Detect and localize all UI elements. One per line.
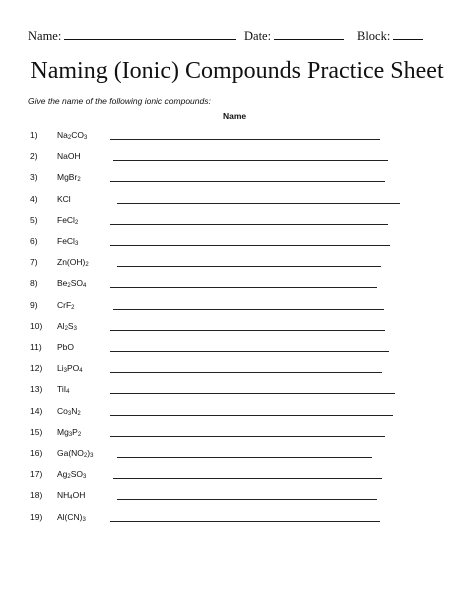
compound-row [0, 151, 474, 165]
compound-row [0, 215, 474, 229]
formula-text: Al(CN) [57, 511, 83, 522]
name-label: Name: [28, 29, 62, 43]
formula-text: N [71, 405, 78, 416]
formula-text: FeCl [57, 236, 75, 246]
answer-blank[interactable] [110, 406, 393, 416]
compound-formula [57, 194, 71, 204]
question-number: 13) [30, 384, 43, 395]
formula-subscript: 2 [77, 431, 82, 438]
compound-row [0, 469, 474, 483]
answer-blank[interactable] [110, 512, 380, 522]
answer-blank[interactable] [110, 342, 389, 352]
question-number: 11) [30, 342, 42, 352]
formula-subscript: 4 [66, 389, 70, 396]
compound-formula [57, 427, 81, 437]
formula-subscript: 3 [73, 325, 77, 332]
formula-text: SO [70, 278, 84, 289]
compound-formula [57, 257, 89, 267]
formula-text: NH [57, 490, 70, 501]
formula-text: KCl [57, 193, 71, 204]
question-number: 15) [30, 426, 43, 437]
compound-formula [57, 363, 83, 373]
formula-subscript: 3 [74, 241, 79, 247]
formula-subscript: 2 [74, 219, 79, 226]
question-number: 17) [30, 469, 43, 480]
student-info-header [28, 28, 448, 46]
compound-row [0, 257, 474, 271]
date-blank[interactable] [274, 28, 344, 40]
compound-formula [57, 512, 86, 522]
answer-blank[interactable] [110, 215, 388, 225]
compound-formula [57, 342, 74, 352]
date-label: Date: [244, 29, 272, 43]
compound-row [0, 427, 474, 441]
compound-formula [57, 172, 81, 182]
answer-blank[interactable] [117, 448, 372, 458]
formula-subscript: 3 [68, 431, 73, 438]
compound-row [0, 363, 474, 377]
formula-text: P [72, 426, 78, 437]
compound-row [0, 490, 474, 504]
formula-subscript: 2 [67, 135, 72, 141]
question-number: 14) [30, 405, 43, 416]
compound-formula [57, 300, 75, 310]
formula-text: TiI [57, 384, 67, 395]
block-label: Block: [357, 29, 391, 43]
question-number: 19) [30, 511, 43, 522]
formula-text: SO [70, 469, 84, 480]
answer-blank[interactable] [117, 257, 381, 267]
page-title: Naming (Ionic) Compounds Practice Sheet [30, 58, 444, 84]
compound-formula [57, 321, 77, 331]
compound-row [0, 321, 474, 335]
compound-row [0, 130, 474, 144]
compound-row [0, 406, 474, 420]
formula-subscript: 2 [71, 304, 75, 311]
formula-subscript: 2 [85, 262, 89, 269]
name-column-header: Name [223, 111, 247, 121]
answer-blank[interactable] [117, 490, 377, 500]
compound-formula [57, 406, 81, 416]
formula-text: FeCl [57, 214, 75, 225]
formula-text: CrF [57, 299, 72, 310]
answer-blank[interactable] [113, 469, 382, 479]
question-number: 8) [30, 278, 38, 289]
compound-row [0, 236, 474, 250]
question-number: 6) [30, 236, 38, 246]
answer-blank[interactable] [117, 194, 400, 204]
compound-formula [57, 384, 69, 394]
formula-subscript: 2 [64, 325, 68, 332]
answer-blank[interactable] [110, 130, 380, 140]
question-number: 4) [30, 193, 38, 204]
name-blank[interactable] [64, 28, 236, 40]
compound-row [0, 172, 474, 186]
answer-blank[interactable] [110, 427, 385, 437]
formula-text: Zn(OH) [57, 257, 86, 268]
formula-text: Ga(NO [57, 448, 84, 458]
answer-blank[interactable] [110, 172, 385, 182]
formula-subscript: 3 [83, 474, 87, 481]
question-number: 5) [30, 214, 38, 225]
compound-formula [57, 151, 81, 161]
formula-text: CO [71, 130, 84, 140]
formula-subscript: 4 [79, 368, 83, 375]
formula-subscript: 2 [77, 410, 81, 417]
answer-blank[interactable] [110, 278, 377, 288]
formula-text: Be [57, 278, 68, 289]
question-number: 2) [30, 151, 38, 162]
compound-formula [57, 448, 93, 458]
question-number: 16) [30, 448, 43, 458]
formula-subscript: 3 [67, 410, 72, 417]
formula-text: ) [87, 448, 91, 458]
formula-text: Al [57, 320, 65, 331]
compound-formula [57, 469, 86, 479]
answer-blank[interactable] [110, 363, 382, 373]
formula-subscript: 2 [67, 474, 71, 481]
formula-subscript: 3 [82, 516, 86, 523]
formula-subscript: 2 [67, 283, 71, 290]
formula-text: PO [66, 363, 80, 374]
block-field [357, 28, 423, 44]
formula-subscript: 3 [90, 453, 94, 459]
formula-subscript: 3 [63, 368, 67, 375]
formula-text: Na [57, 130, 68, 140]
question-number: 18) [30, 490, 43, 501]
question-number: 7) [30, 257, 38, 268]
answer-blank[interactable] [113, 151, 388, 161]
formula-text: Co [57, 405, 68, 416]
question-number: 9) [30, 299, 38, 310]
compound-formula [57, 130, 87, 140]
formula-text: OH [72, 490, 86, 501]
formula-subscript: 3 [83, 135, 88, 141]
name-field [28, 28, 236, 44]
compound-formula [57, 236, 78, 246]
block-blank[interactable] [393, 28, 423, 40]
answer-blank[interactable] [113, 300, 384, 310]
formula-subscript: 4 [69, 495, 73, 502]
compound-formula [57, 215, 78, 225]
question-number: 1) [30, 130, 38, 140]
answer-blank[interactable] [110, 236, 390, 246]
compound-row [0, 278, 474, 292]
compound-row [0, 384, 474, 398]
compound-row [0, 512, 474, 526]
formula-subscript: 2 [83, 453, 88, 459]
compound-row [0, 342, 474, 356]
formula-text: Mg [57, 426, 69, 437]
compound-formula [57, 490, 85, 500]
formula-subscript: 4 [83, 283, 87, 290]
compound-formula [57, 278, 86, 288]
formula-text: NaOH [57, 151, 81, 162]
compound-row [0, 194, 474, 208]
date-field [244, 28, 344, 44]
formula-text: Ag [57, 469, 68, 480]
question-number: 10) [30, 320, 43, 331]
formula-text: PbO [57, 342, 75, 352]
formula-subscript: 2 [77, 177, 81, 184]
answer-blank[interactable] [110, 321, 385, 331]
formula-text: MgBr [57, 172, 78, 183]
compound-row [0, 300, 474, 314]
instructions-text: Give the name of the following ionic compounds: [28, 96, 211, 106]
formula-text: S [67, 320, 74, 331]
answer-blank[interactable] [110, 384, 395, 394]
question-number: 3) [30, 172, 38, 183]
formula-text: Li [57, 363, 64, 374]
compound-row [0, 448, 474, 462]
question-number: 12) [30, 363, 43, 374]
